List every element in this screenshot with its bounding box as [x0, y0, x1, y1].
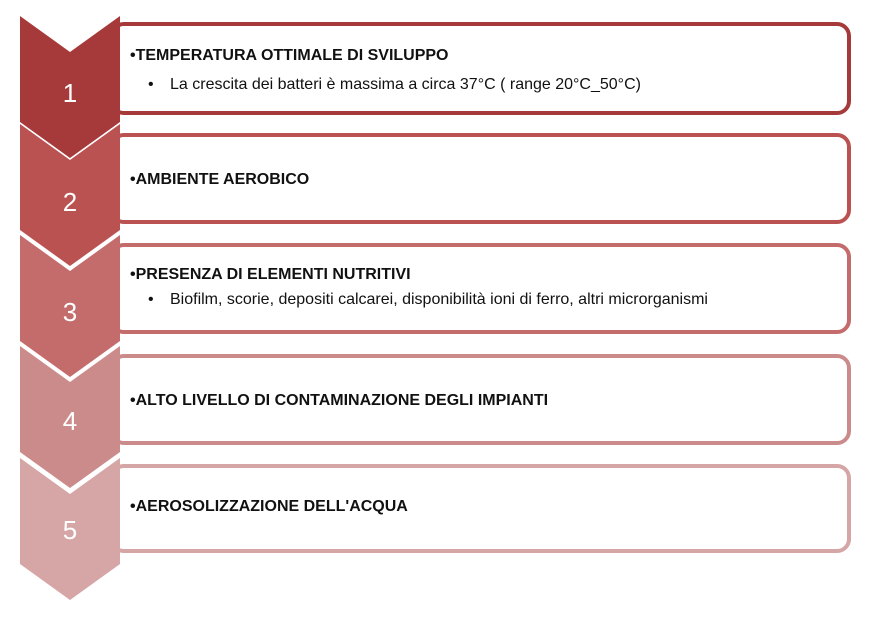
step-1-bullet: • [130, 47, 136, 64]
step-1-title-text: TEMPERATURA OTTIMALE DI SVILUPPO [135, 47, 449, 64]
step-5-bullet: • [130, 498, 136, 515]
step-1-detail-text: La crescita dei batteri è massima a circa 37°C ( range 20°C_50°C) [170, 76, 641, 93]
step-3-title-text: PRESENZA DI ELEMENTI NUTRITIVI [135, 266, 411, 283]
step-1-number: 1 [62, 78, 78, 108]
step-2-bullet: • [130, 171, 136, 188]
step-4-bullet: • [130, 392, 136, 409]
step-3-detail-text: Biofilm, scorie, depositi calcarei, disponibilità ioni di ferro, altri microrganismi [170, 291, 708, 308]
step-2-number: 2 [62, 187, 78, 217]
step-3-title [130, 265, 411, 285]
step-3-detail [148, 290, 708, 310]
step-4-title [130, 391, 548, 411]
step-3-box [110, 243, 851, 334]
step-3-detail-bullet: • [148, 291, 154, 308]
step-5-title [130, 497, 408, 517]
step-4-title-text: ALTO LIVELLO DI CONTAMINAZIONE DEGLI IMPIANTI [135, 392, 549, 409]
step-2-title-text: AMBIENTE AEROBICO [135, 171, 310, 188]
step-1-detail [148, 75, 641, 95]
step-3-number: 3 [62, 297, 78, 327]
step-1-box [110, 22, 851, 115]
step-5-number: 5 [62, 515, 78, 545]
step-3-bullet: • [130, 266, 136, 283]
step-4-number: 4 [62, 406, 78, 436]
step-5-title-text: AEROSOLIZZAZIONE DELL'ACQUA [135, 498, 408, 515]
step-1-title [130, 46, 449, 66]
step-1-detail-bullet: • [148, 76, 154, 93]
step-2-title [130, 170, 309, 190]
